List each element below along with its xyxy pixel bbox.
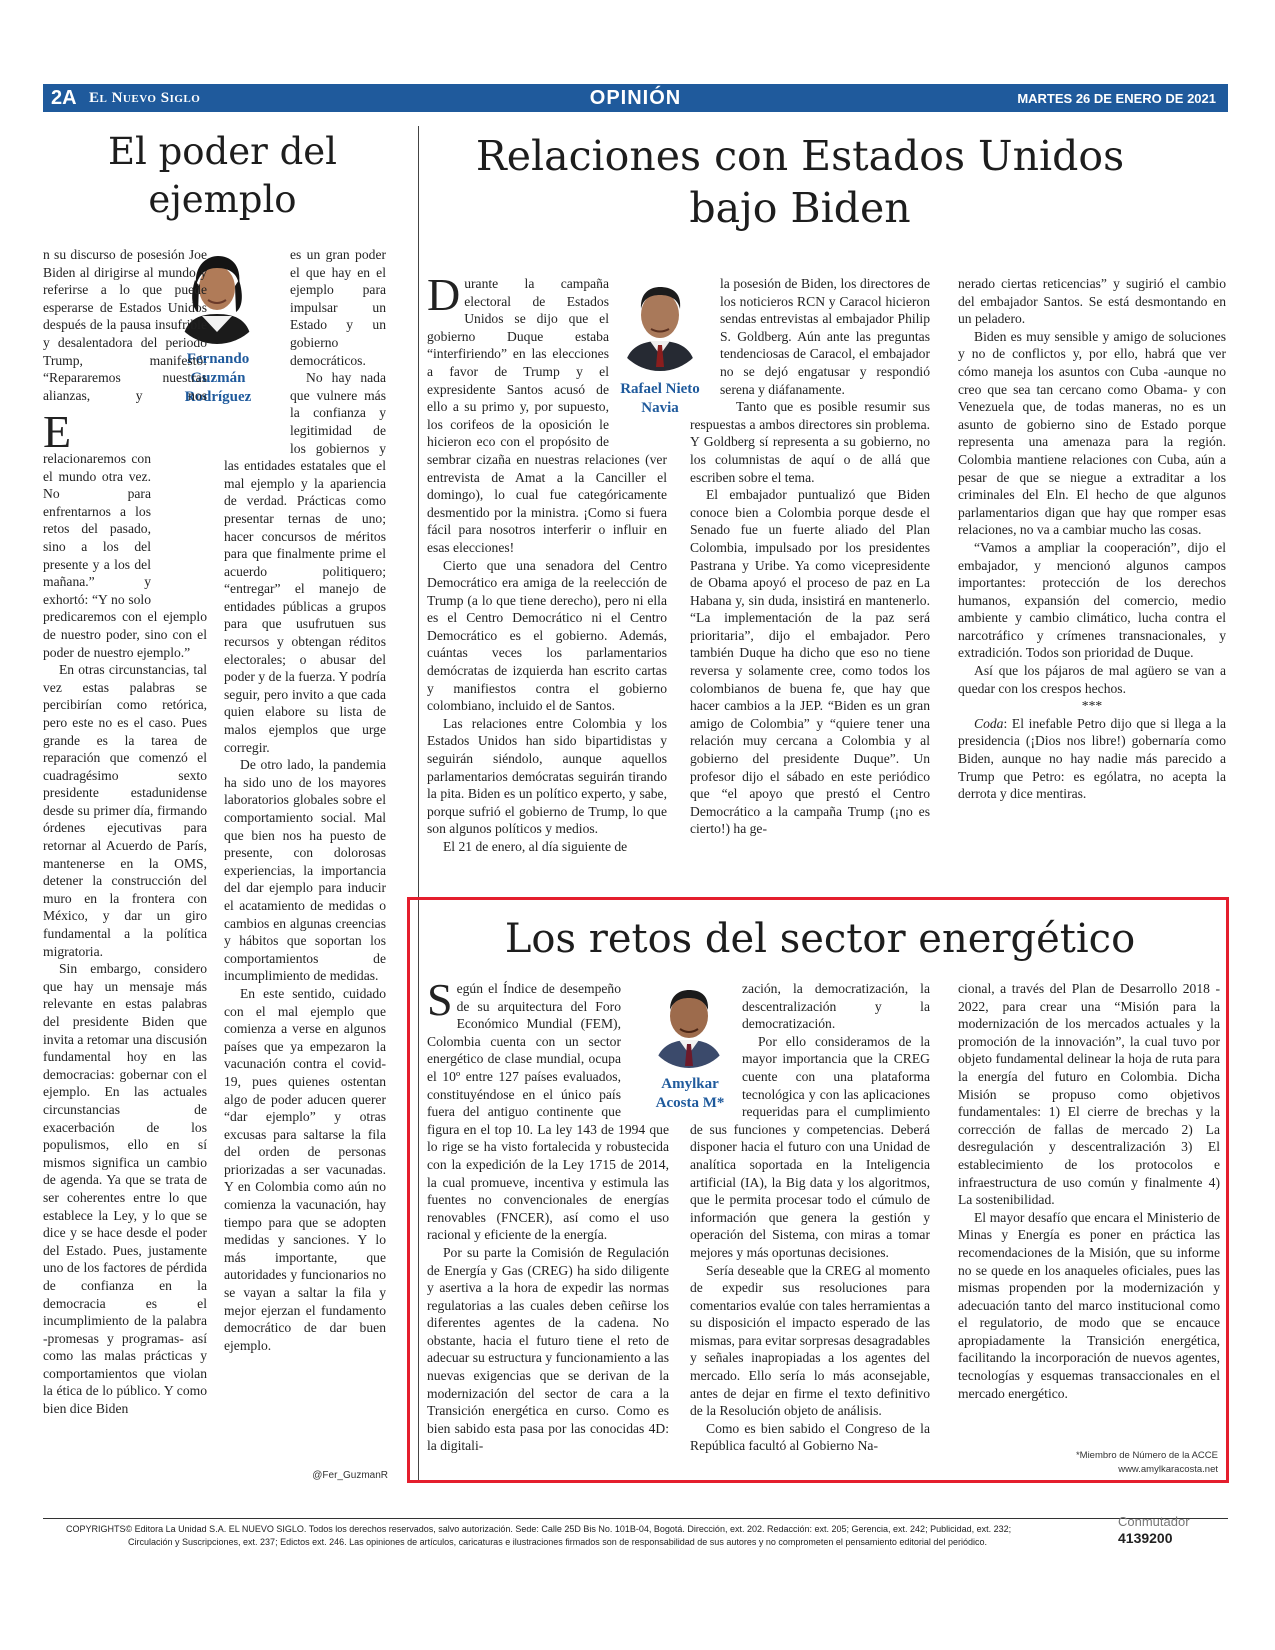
coda-label: Coda — [974, 715, 1004, 731]
article1-column1 — [43, 246, 207, 1418]
article1-author-line2: Guzmán — [190, 370, 246, 386]
footer-disclaimer: Circulación y Suscripciones, ext. 237; Edictos ext. 246. Las opiniones de artículos, caricaturas e ilustraciones firmados son de responsabilidad de sus autores y no comprometen el pensamiento editorial del periódico. — [128, 1537, 987, 1547]
article3-paragraph: Según el Índice de desempeño de su arquitectura del Foro Económico Mundial (FEM), Colombia cuenta con un sector energético de clase mundial, ocupa el 10º entre 127 países evaluados, constituyéndose en el único país fuera del antiguo continente que figura en el top 10. La ley 143 de 1994 que lo rige se ha visto fortalecida y robustecida con la expedición de la Ley 1715 de 2014, la cual promueve, incentiva y estimula las fuentes no convencionales de energías renovables (FNCER), así como el uso racional y eficiente de la energía. — [427, 974, 669, 1243]
article2-paragraph: Así que los pájaros de mal agüero se van a quedar con los crespos hechos. — [958, 663, 1226, 696]
article2-author-line1: Rafael Nieto — [620, 381, 700, 397]
article1-column2 — [224, 246, 386, 1354]
article1-paragraph: es un gran poder el que hay en el ejemplo para impulsar un Estado y un gobierno democráticos. — [290, 247, 386, 368]
article3-column1 — [427, 974, 669, 1455]
article2-paragraph: Cierto que una senadora del Centro Democrático era amiga de la reelección de Trump (a lo que tiene derecho), pero ni ella es el Centro Democrático ni el Centro Democrático es el gobierno. Además, cuántas veces los parlamentarios demócratas de izquierda han escrito cartas y manifiestos contra el gobierno colombiano, incluido el de Santos. — [427, 557, 667, 714]
article1-paragraph: Sin embargo, considero que hay un mensaje más relevante en estas palabras del presidente Biden que invita a retomar una discusión fundamental hoy en las democracias: gobernar con el ejemplo. En las actuales circunstancias de exacerbación de los populismos, ello en sí mismos significa un cambio de agenda. Ya que se trata de ser coherentes entre lo que establece la Ley, y lo que se dice y se hace desde el poder del Estado. Pues, justamente uno de los factores de pérdida de confianza en la democracia es el incumplimiento de la palabra -promesas y programas- así como las malas prácticas y comportamientos que violan la ética de lo público. Y como bien dice Biden — [43, 961, 207, 1417]
article1-paragraph: De otro lado, la pandemia ha sido uno de los mayores laboratorios globales sobre el comportamiento social. Mal que bien nos ha puesto de presente, con dolorosas experiencias, la importancia del dar ejemplo para inducir el acatamiento de medidas o cambios en algunas creencias y hábitos que soportan los comportamientos de incumplimiento de medidas. — [224, 757, 386, 984]
issue-date: MARTES 26 DE ENERO DE 2021 — [1017, 91, 1216, 106]
section-separator: *** — [1081, 698, 1103, 714]
article1-paragraph: No hay nada que vulnere más la confianza y legitimidad de los gobiernos y las entidades estatales que el mal ejemplo y la apariencia de verdad. Prácticas como presentar ternas de uno; hacer concursos de méritos para que finalmente prime el acuerdo politiquero; “entregar” el manejo de entidades públicas a grupos para que usufrutuen sus recursos y obtengan réditos electorales; o abusar del poder y de la fuerza. Y podría seguir, pero invito a que cada quien elabore su lista de malos ejemplos que urge corregir. — [224, 370, 386, 755]
article3-paragraph: El mayor desafío que encara el Ministerio de Minas y Energía es poner en práctica las recomendaciones de la Misión, que su informe no se quede en los anaqueles oficiales, pues las mismas propenden por la modernización y adecuación tanto del marco institucional como el regulatorio, de modo que se encauce apropiadamente la Transición energética, facilitando la incorporación de nuevos agentes, tecnologías y esquemas transaccionales en el mercado energético. — [958, 1209, 1220, 1401]
article2-paragraph: nerado ciertas reticencias” y sugirió el cambio del embajador Santos. Se está desmontando en un peladero. — [958, 276, 1226, 327]
article3-paragraph: cional, a través del Plan de Desarrollo 2018 - 2022, para crear una “Misión para la modernización de los mercados actuales y la promoción de la innovación”, la cual tuvo por objeto fundamental delinear la hoja de ruta para la energía del futuro en Colombia. Dicha Misión se propuso como objetivos fundamentales: 1) El cierre de brechas y la corrección de fallas de mercado 2) La desregulación y descentralización 3) El establecimiento de los protocolos e infraestructura de uso común y finalmente 4) La sostenibilidad. — [958, 981, 1220, 1208]
article1-title: El poder del ejemplo — [107, 130, 337, 221]
article2-paragraph: El embajador puntualizó que Biden conoce bien a Colombia porque desde el Senado fue un fuerte aliado del Plan Colombia, impulsado por los presidentes Pastrana y Uribe. Ya como vicepresidente de Obama apoyó el proceso de paz en La Habana y, sin duda, insistirá en mantenerlo. “La implementación de la paz será prioritaria”, dijo el embajador. Pero también Duque ha dicho que eso no tiene reversa y solamente cree, como todos los colombianos de buena fe, que hay que hacer cambios a la JEP. “Biden es un gran amigo de Colombia” y “quiere tener una relación muy cercana a Colombia y al gobierno del presidente Duque”. Un profesor dijo el sábado en este periódico que “el apoyo que prestó el Centro Democrático a la campaña Trump (¡no es cierto!) ha ge- — [690, 487, 930, 837]
article1-paragraph: En otras circunstancias, tal vez estas palabras se percibirían como retórica, pero este no es el caso. Pues grande es la tarea de reparación que comenzó el cuadragésimo sexto presidente estadunidense desde su primer día, firmando órdenes ejecutivas para retornar al Acuerdo de París, mantenerse en la OMS, detener la construcción del muro en la frontera con México, y dar un giro fundamental a la política migratoria. — [43, 662, 207, 959]
article1-author-line1: Fernando — [186, 351, 250, 367]
article2-paragraph: Tanto que es posible resumir sus respuestas a ambos directores sin problema. Y Goldberg sí representa a su gobierno, no los columnistas de aquí o de allá que escriben sobre el tema. — [690, 399, 930, 485]
article3-paragraph: Por su parte la Comisión de Regulación de Energía y Gas (CREG) ha sido diligente y asertiva a la hora de expedir las normas regulatorias a las cuales deben ceñirse los diferentes agentes de la cadena. No obstante, hacia el futuro tiene el reto de adecuar su estructura y funcionamiento a las nuevas exigencias que se derivan de la modernización del sector de cara a la Transición energética en curso. Como es bien sabido esta pasa por las conocidas 4D: la digitali- — [427, 1244, 669, 1454]
article2-paragraph: “Vamos a ampliar la cooperación”, dijo el embajador, y mencionó algunos campos importantes: protección de los derechos humanos, expansión del comercio, medio ambiente y cambio climático, lucha contra el narcotráfico y crímenes transnacionales, y extradición. Todos son prioridad de Duque. — [958, 539, 1226, 661]
article3-title: Los retos del sector energético — [504, 916, 1136, 962]
article2-column2 — [690, 275, 930, 838]
article2-paragraph: El 21 de enero, al día siguiente de — [443, 839, 628, 854]
article2-column3 — [958, 275, 1226, 803]
article3-paragraph: zación, la democratización, la descentralización y la democratización. — [742, 981, 930, 1032]
article3-author-line2: Acosta M* — [655, 1095, 725, 1111]
article2-title: Relaciones con Estados Unidos bajo Biden — [475, 132, 1125, 232]
page-number: 2A — [51, 87, 77, 109]
article2-paragraph: la posesión de Biden, los directores de los noticieros RCN y Caracol hicieron sendas entrevistas al embajador Philip S. Goldberg. Aún ante las preguntas tendenciosas de Caracol, el embajador no se dejó engatusar y respondió serena y diáfanamente. — [720, 276, 930, 397]
article2-author-line2: Navia — [641, 400, 679, 416]
section-title: OPINIÓN — [589, 87, 682, 109]
article3-column3 — [958, 980, 1220, 1402]
article1-author-line3: Rodríguez — [184, 389, 252, 405]
article1-paragraph: E n su discurso de posesión Joe Biden al dirigirse al mundo y referirse a lo que puede esperarse de Estados Unidos después de la pausa insufrible y desalentadora del periodo Trump, manifestó: “Repararemos nuestras alianzas, y nos relacionaremos con el mundo otra vez. No para enfrentarnos a los retos del pasado, sino a los del presente y a los del mañana.” y exhortó: “Y no solo predicaremos con el ejemplo de nuestro poder, sino con el poder de nuestro ejemplo.” — [43, 247, 207, 660]
article2-paragraph: Durante la campaña electoral de Estados Unidos se dijo que el gobierno Duque estaba “interfiriendo” en las elecciones a favor de Trump y el expresidente Santos acusó de ello a su primo y, por supuesto, los corifeos de la oposición le hicieron eco con el propósito de sembrar cizaña en nuestras relaciones (ver entrevista de Amat a la Canciller el domingo), lo cual fue categóricamente desmentido por la ministra. ¡Como si fuera fácil para nosotros interferir o influir en esas elecciones! — [427, 269, 667, 555]
article1-paragraph: En este sentido, cuidado con el mal ejemplo que comienza a verse en algunos países que ya empezaron la vacunación contra el covid-19, pues quienes ostentan algo de poder aducen querer “dar ejemplo” y otras excusas para saltarse la fila del orden de personas priorizadas a ser vacunadas. Y en Colombia como aún no comienza la vacunación, hay tiempo para que se adopten medidas y sanciones. Y lo más importante, que autoridades y funcionarios no se vayan a saltar la fila y mejor ejerzan el fundamento democrático de dar buen ejemplo. — [224, 985, 386, 1353]
conmutador-number: 4139200 — [1118, 1530, 1173, 1546]
article3-author-line1: Amylkar — [661, 1076, 719, 1092]
footer-copyright: COPYRIGHTS© Editora La Unidad S.A. EL NUEVO SIGLO. Todos los derechos reservados, salvo autorización. Sede: Calle 25D Bis No. 101B-04, Bogotá. Dirección, ext. 202. Redacción: ext. 205; Gerencia, ext. 242; Publicidad, ext. 232; — [66, 1524, 1012, 1534]
article3-dropcap: S — [427, 974, 453, 1025]
article2-paragraph: Las relaciones entre Colombia y los Estados Unidos han sido bipartidistas y seguirán siéndolo, aunque aquellos parlamentarios demócratas seguirán tirando la pita. Biden es un político experto, y sabe, porque sufrió el gobierno de Trump, lo que son algunos políticos y medios. — [427, 715, 667, 837]
article1-dropcap: E — [43, 406, 72, 457]
article3-paragraph: Por ello consideramos de la mayor importancia que la CREG cuente con una plataforma tecnológica y con las aplicaciones requeridas para el cumplimiento de sus funciones y competencias. Deberá disponer hacia el futuro con una Unidad de analítica soportada en la Inteligencia artificial (IA), la Big data y los algoritmos, que le permita procesar todo el cúmulo de información que genera la gestión y operación del Sistema, con miras a tomar mejores y más oportunas decisiones. — [690, 1033, 930, 1260]
article2-coda: Coda: El inefable Petro dijo que si llega a la presidencia (¡Dios nos libre!) gobernaría como Biden, aunque no hay nadie más parecido a Trump que Petro: es ególatra, no acepta la derrota y dice mentiras. — [958, 715, 1226, 802]
author-note: *Miembro de Número de la ACCE — [1075, 1450, 1218, 1461]
article2-dropcap: D — [427, 269, 461, 320]
article1-handle: @Fer_GuzmanR — [312, 1470, 388, 1481]
conmutador-label: Conmutador — [1118, 1514, 1190, 1529]
article2-paragraph: Biden es muy sensible y amigo de soluciones y no de conflictos y, por ello, habrá que ver cómo maneja los asuntos con Cuba -aunque no creo que sea tan cercano como Obama- y con Venezuela que, de todas maneras, no es un asunto de gobierno sino de Estado porque representa una amenaza para la región. Colombia mantiene relaciones con Cuba, aún a pesar de que se niegue a extraditar a los criminales del Eln. El hecho de que algunos parlamentarios digan que hay que romper esas relaciones, no va a cambiar mucho las cosas. — [958, 328, 1226, 538]
article3-paragraph: Como es bien sabido el Congreso de la República facultó al Gobierno Na- — [690, 1420, 930, 1454]
article3-paragraph: Sería deseable que la CREG al momento de expedir sus resoluciones para comentarios evalúe con tales herramientas a su disposición el impacto esperado de las mismas, para evitar sorpresas desagradables y señales inapropiadas a los agentes del mercado. Ello sería lo más aconsejable, antes de dejar en firme el texto definitivo de la Resolución objeto de análisis. — [690, 1262, 930, 1419]
author-website: www.amylkaracosta.net — [1118, 1464, 1218, 1475]
newspaper-name: El Nuevo Siglo — [89, 90, 201, 106]
footer-rule — [43, 1518, 1228, 1519]
masthead-bar — [43, 84, 1228, 112]
article2-column1 — [427, 269, 667, 856]
article3-column2 — [690, 980, 930, 1455]
